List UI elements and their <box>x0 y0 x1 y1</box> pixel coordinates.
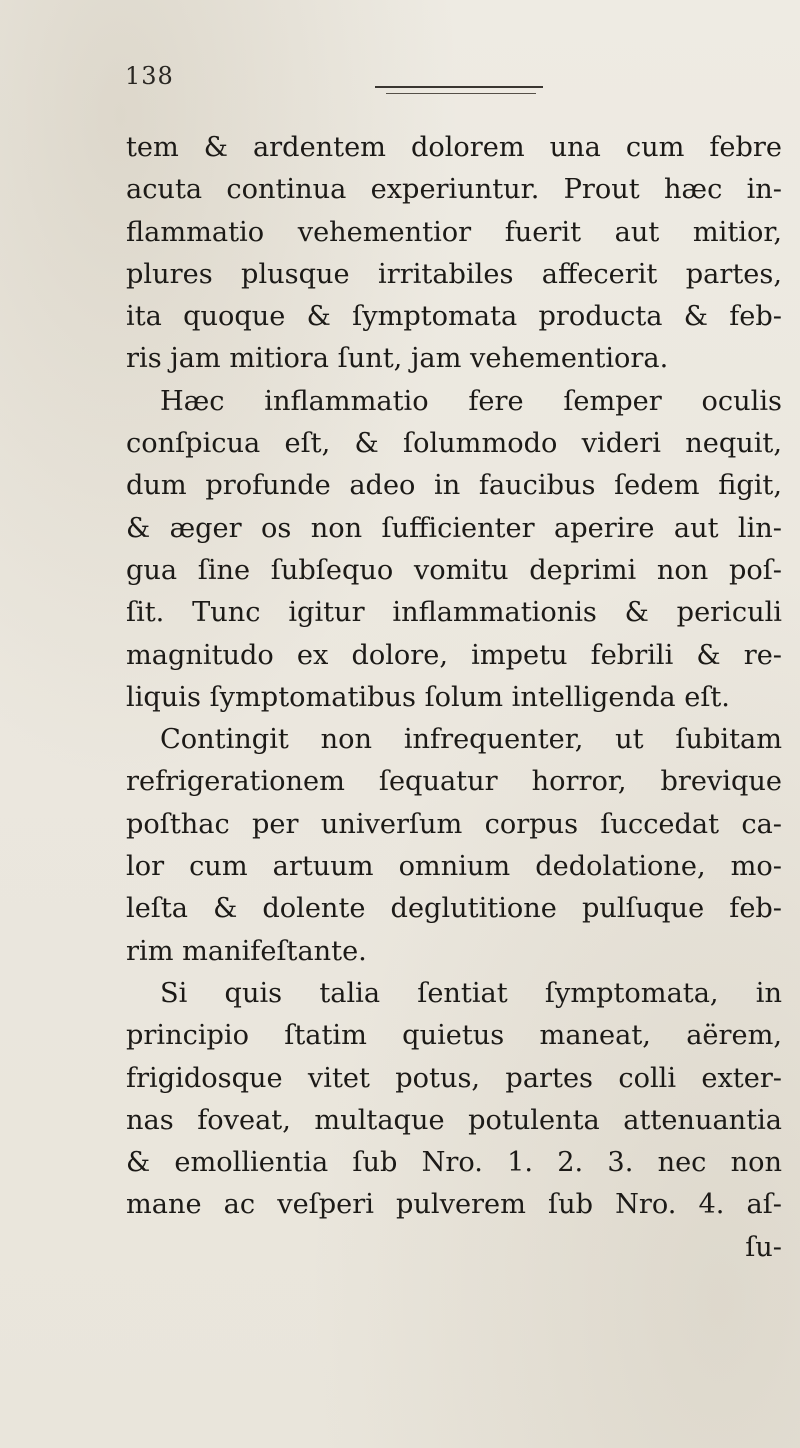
text-line: magnitudo ex dolore, impetu febrili & re- <box>126 639 782 671</box>
text-line: ita quoque & ſymptomata producta & feb- <box>126 301 782 333</box>
body-text <box>126 127 786 1269</box>
text-line: Contingit non infrequenter, ut ſubitam <box>160 724 782 756</box>
text-line: liquis ſymptomatibus ſolum intelligenda eſt. <box>126 681 730 713</box>
header-rule <box>375 86 543 88</box>
text-line: ſit. Tunc igitur inflammationis & periculi <box>126 597 782 629</box>
text-line: mane ac veſperi pulverem ſub Nro. 4. aſ- <box>126 1189 782 1221</box>
text-line: lor cum artuum omnium dedolatione, mo- <box>126 851 782 883</box>
text-line: poſthac per univerſum corpus ſuccedat ca- <box>126 808 782 840</box>
text-line: plures plusque irritabiles affecerit partes, <box>126 258 782 290</box>
text-line: tem & ardentem dolorem una cum febre <box>126 132 782 163</box>
text-line: conſpicua eſt, & ſolummodo videri nequit, <box>126 428 782 460</box>
text-line: dum profunde adeo in faucibus ſedem figit, <box>126 470 782 502</box>
catchword: ſu- <box>745 1231 782 1263</box>
text-line: flammatio vehementior fuerit aut mitior, <box>126 216 782 248</box>
text-line: acuta continua experiuntur. Prout hæc in- <box>126 174 782 206</box>
text-line: Si quis talia ſentiat ſymptomata, in <box>160 977 782 1009</box>
text-line: leſta & dolente deglutitione pulſuque feb- <box>126 893 782 925</box>
text-line: refrigerationem ſequatur horror, brevique <box>126 766 782 798</box>
text-line: principio ſtatim quietus maneat, aërem, <box>126 1020 782 1052</box>
page-number: 138 <box>125 62 174 90</box>
text-line: & æger os non ſufficienter aperire aut lin- <box>126 512 782 544</box>
text-line: Hæc inflammatio fere ſemper oculis <box>160 385 782 417</box>
text-line: rim manifeſtante. <box>126 935 367 967</box>
text-line: frigidosque vitet potus, partes colli exter- <box>126 1062 782 1094</box>
text-line: & emollientia ſub Nro. 1. 2. 3. nec non <box>126 1147 782 1179</box>
text-line: ris jam mitiora ſunt, jam vehementiora. <box>126 343 669 375</box>
text-line: nas foveat, multaque potulenta attenuantia <box>126 1104 782 1136</box>
header-rule-thin <box>386 93 536 94</box>
text-line: gua ſine ſubſequo vomitu deprimi non poſ- <box>126 554 782 586</box>
